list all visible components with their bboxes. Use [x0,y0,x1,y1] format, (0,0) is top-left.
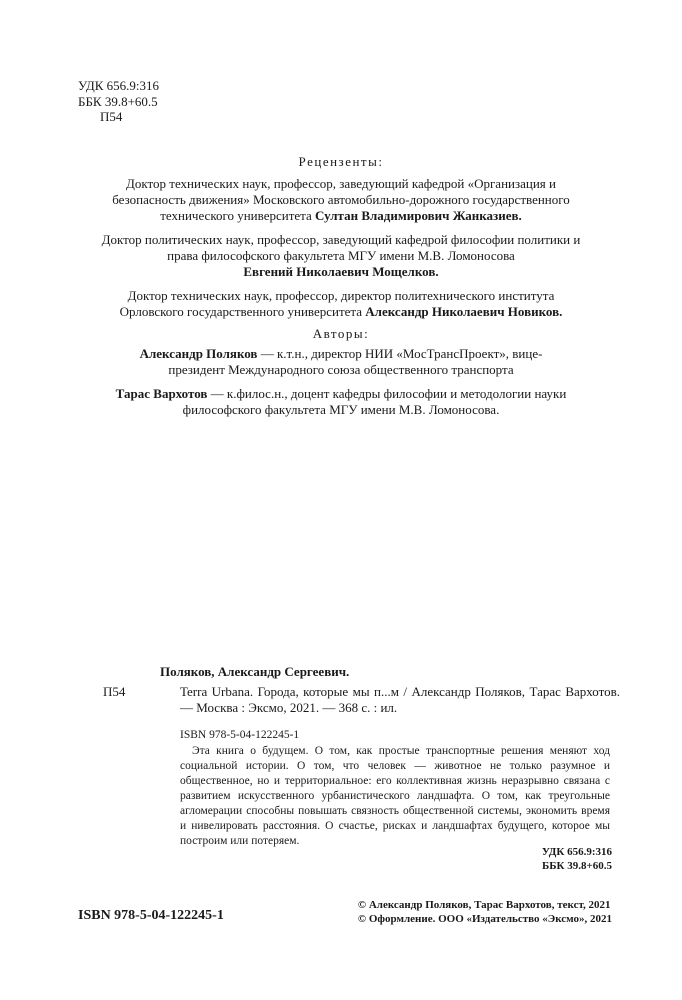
bibliographic-author: Поляков, Александр Сергеевич. [160,664,350,679]
copyright [358,898,612,926]
catalog-codes [78,78,159,125]
bbk-code-right: ББК 39.8+60.5 [541,860,612,872]
authors-heading: Авторы: [312,326,370,341]
copyright-line-1: © Александр Поляков, Тарас Вархотов, текст, 2021 [357,899,611,911]
reviewer-2-text: Доктор политических наук, профессор, заведующий кафедрой философии политики и права философского факультета МГУ имени М.В. Ломоносова [101,232,581,263]
author-1 [121,346,561,378]
copyright-line-2: © Оформление. ООО «Издательство «Эксмо», 2021 [357,913,612,925]
author-mark: П54 [100,109,123,124]
reviewer-3-name: Александр Николаевич Новиков. [365,304,563,319]
author-2-name: Тарас Вархотов [115,386,208,401]
reviewer-3-text: Доктор технических наук, профессор, директор политехнического института Орловского государственного университета [119,288,555,319]
annotation: Эта книга о будущем. О том, как простые транспортные решения меняют ход социальной истории. О том, что человек — животное не только разумное и общественное, но и территориальное: его коллективная жизнь неразрывно связана с развитием искусственного урбанистического ландшафта. О том, как треугольные агломерации способны повышать связность общественной системы, экономить время и нивелировать расстояния. О счастье, рисках и ландшафтах будущего, которое мы построим или потеряем. [180,745,610,847]
bbk-code: ББК 39.8+60.5 [78,93,158,109]
bibliographic-isbn: ISBN 978-5-04-122245-1 [180,729,300,741]
author-1-name: Александр Поляков [139,346,258,361]
author-2-text: — к.филос.н., доцент кафедры философии и методологии науки философского факультета МГУ имени М.В. Ломоносова. [182,386,567,417]
reviewer-1 [101,176,581,224]
bibliographic-code: П54 [103,684,126,699]
author-1-text: — к.т.н., директор НИИ «МосТрансПроект», вице-президент Международного союза общественного транспорта [168,346,543,377]
bibliographic-title: Terra Urbana. Города, которые мы п...м / Александр Поляков, Тарас Вархотов. — Москва : Эксмо, 2021. — 368 с. : ил. [180,684,620,715]
reviewers-heading: Рецензенты: [298,154,384,169]
udk-code-right: УДК 656.9:316 [541,846,612,858]
reviewer-2-name: Евгений Николаевич Мощелков. [243,264,439,279]
codes-right [542,845,612,873]
reviewer-2 [91,232,591,280]
udk-code: УДК 656.9:316 [78,78,160,93]
author-2 [81,386,601,418]
reviewer-1-text: Доктор технических наук, профессор, заведующий кафедрой «Организация и безопасность движения» Московского автомобильно-дорожного государственного технического университета [112,176,570,223]
reviewer-1-name: Султан Владимирович Жанказиев. [315,208,522,223]
reviewer-3 [101,288,581,320]
isbn-bottom: ISBN 978-5-04-122245-1 [78,908,224,923]
